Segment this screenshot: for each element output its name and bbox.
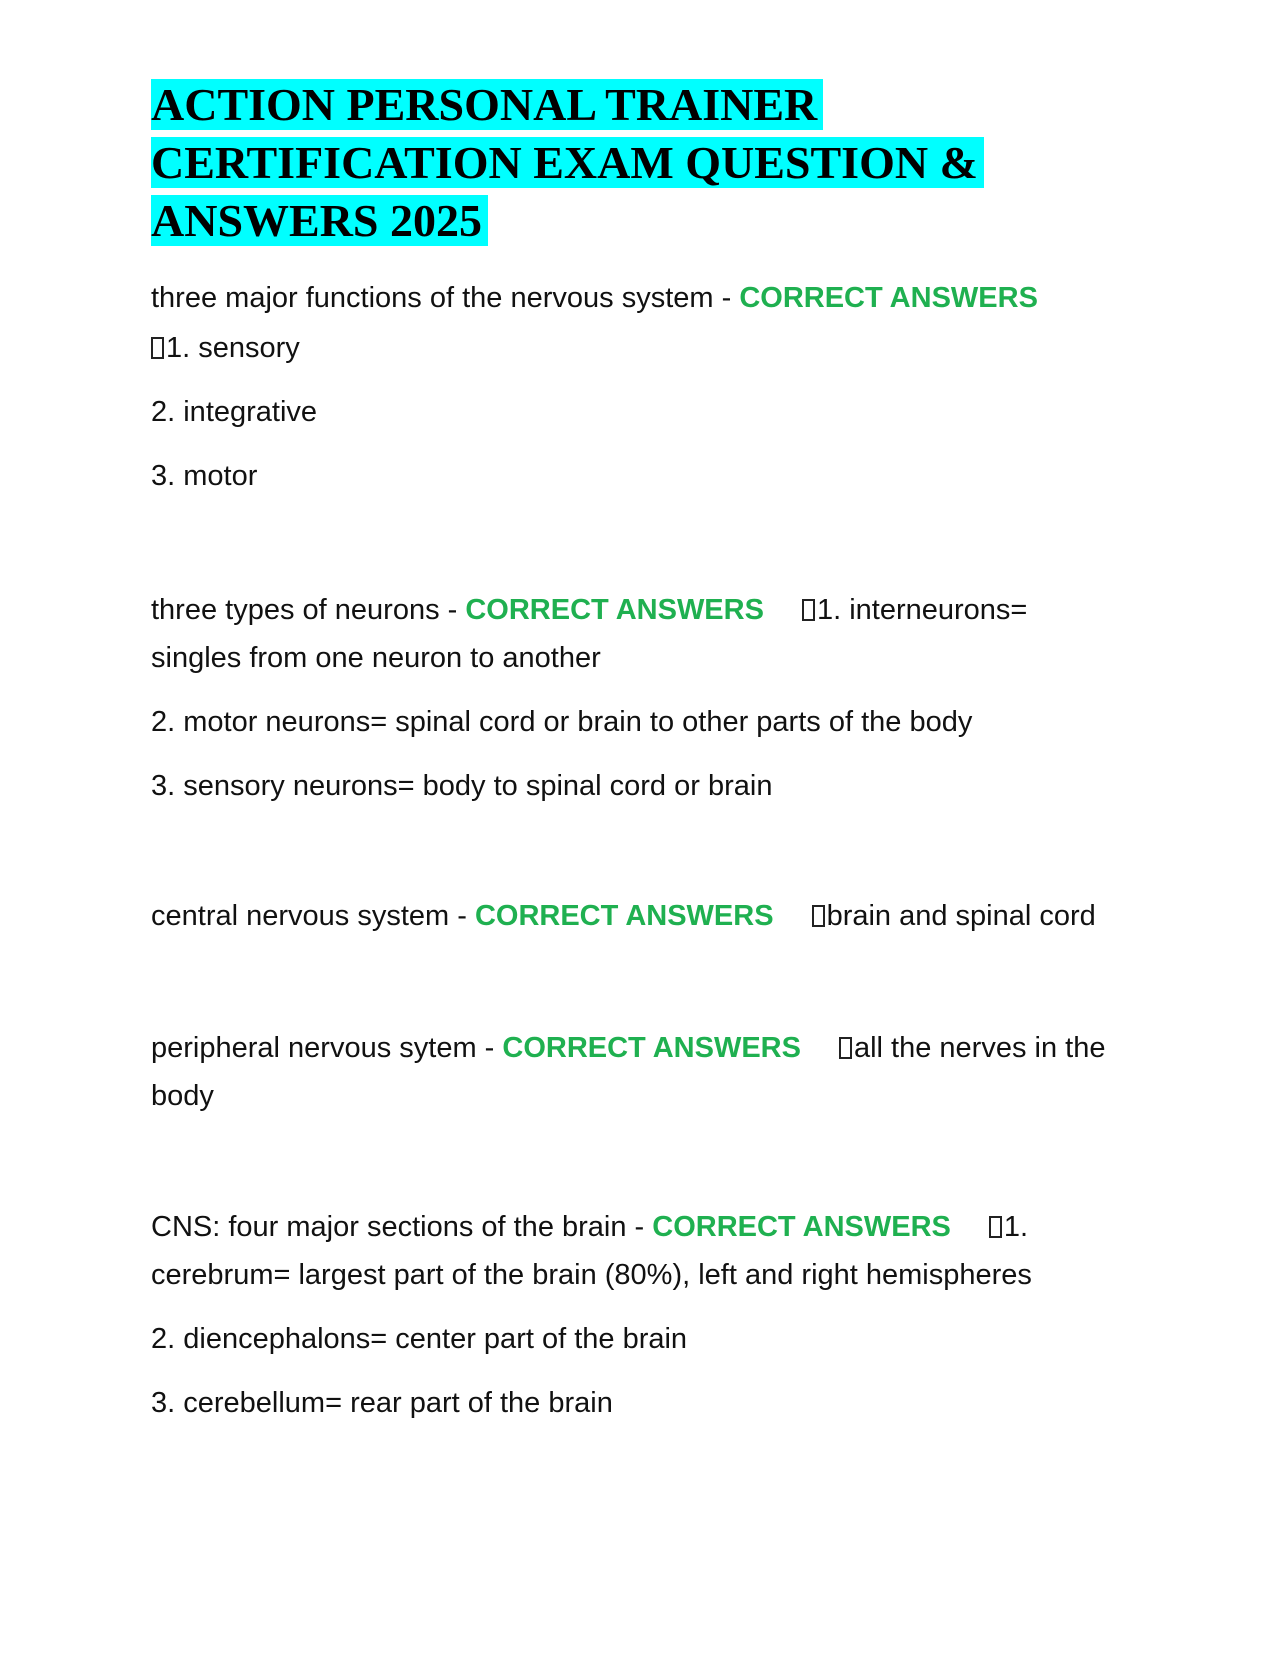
answer-2-line-1: singles from one neuron to another: [151, 642, 601, 674]
answer-4-first: all the nerves in the: [853, 1032, 1106, 1064]
missing-glyph-icon: [989, 1216, 1002, 1238]
missing-glyph-icon: [812, 905, 825, 927]
title-line-1: ACTION PERSONAL TRAINER: [151, 79, 823, 130]
question-5-text: CNS: four major sections of the brain -: [151, 1211, 653, 1243]
title-line-2: CERTIFICATION EXAM QUESTION &: [151, 137, 984, 188]
answer-1-line-3: 3. motor: [151, 460, 258, 492]
question-2: [151, 586, 1151, 634]
answer-5-line-3: 3. cerebellum= rear part of the brain: [151, 1387, 613, 1419]
answer-3-first: brain and spinal cord: [826, 900, 1096, 932]
document-title: [151, 76, 1151, 250]
missing-glyph-icon: [802, 599, 815, 621]
answer-2-line-2: 2. motor neurons= spinal cord or brain to other parts of the body: [151, 706, 973, 738]
question-4: [151, 1024, 1151, 1072]
question-1-text: three major functions of the nervous system -: [151, 282, 740, 314]
question-5: [151, 1203, 1151, 1251]
question-4-text: peripheral nervous sytem -: [151, 1032, 503, 1064]
answer-1-line-1: [151, 324, 1151, 372]
answer-5-line-1: cerebrum= largest part of the brain (80%), left and right hemispheres: [151, 1259, 1032, 1291]
answer-1-line-2: 2. integrative: [151, 396, 318, 428]
correct-answers-label: CORRECT ANSWERS: [652, 1211, 951, 1243]
correct-answers-label: CORRECT ANSWERS: [474, 900, 774, 932]
answer-1-line-1-text: 1. sensory: [166, 332, 300, 364]
correct-answers-label: CORRECT ANSWERS: [739, 282, 1038, 314]
correct-answers-label: CORRECT ANSWERS: [502, 1032, 801, 1064]
question-2-text: three types of neurons -: [151, 594, 466, 626]
answer-4-line-1: body: [151, 1080, 214, 1112]
question-1: [151, 274, 1151, 322]
answer-2-first: 1. interneurons=: [816, 594, 1028, 626]
answer-2-line-3: 3. sensory neurons= body to spinal cord or brain: [151, 770, 773, 802]
answer-5-line-2: 2. diencephalons= center part of the brain: [151, 1323, 688, 1355]
question-3-text: central nervous system -: [151, 900, 475, 932]
missing-glyph-icon: [839, 1037, 852, 1059]
title-line-3: ANSWERS 2025: [151, 195, 488, 246]
question-3: [151, 892, 1151, 940]
missing-glyph-icon: [151, 337, 164, 359]
correct-answers-label: CORRECT ANSWERS: [465, 594, 764, 626]
answer-5-first: 1.: [1003, 1211, 1029, 1243]
